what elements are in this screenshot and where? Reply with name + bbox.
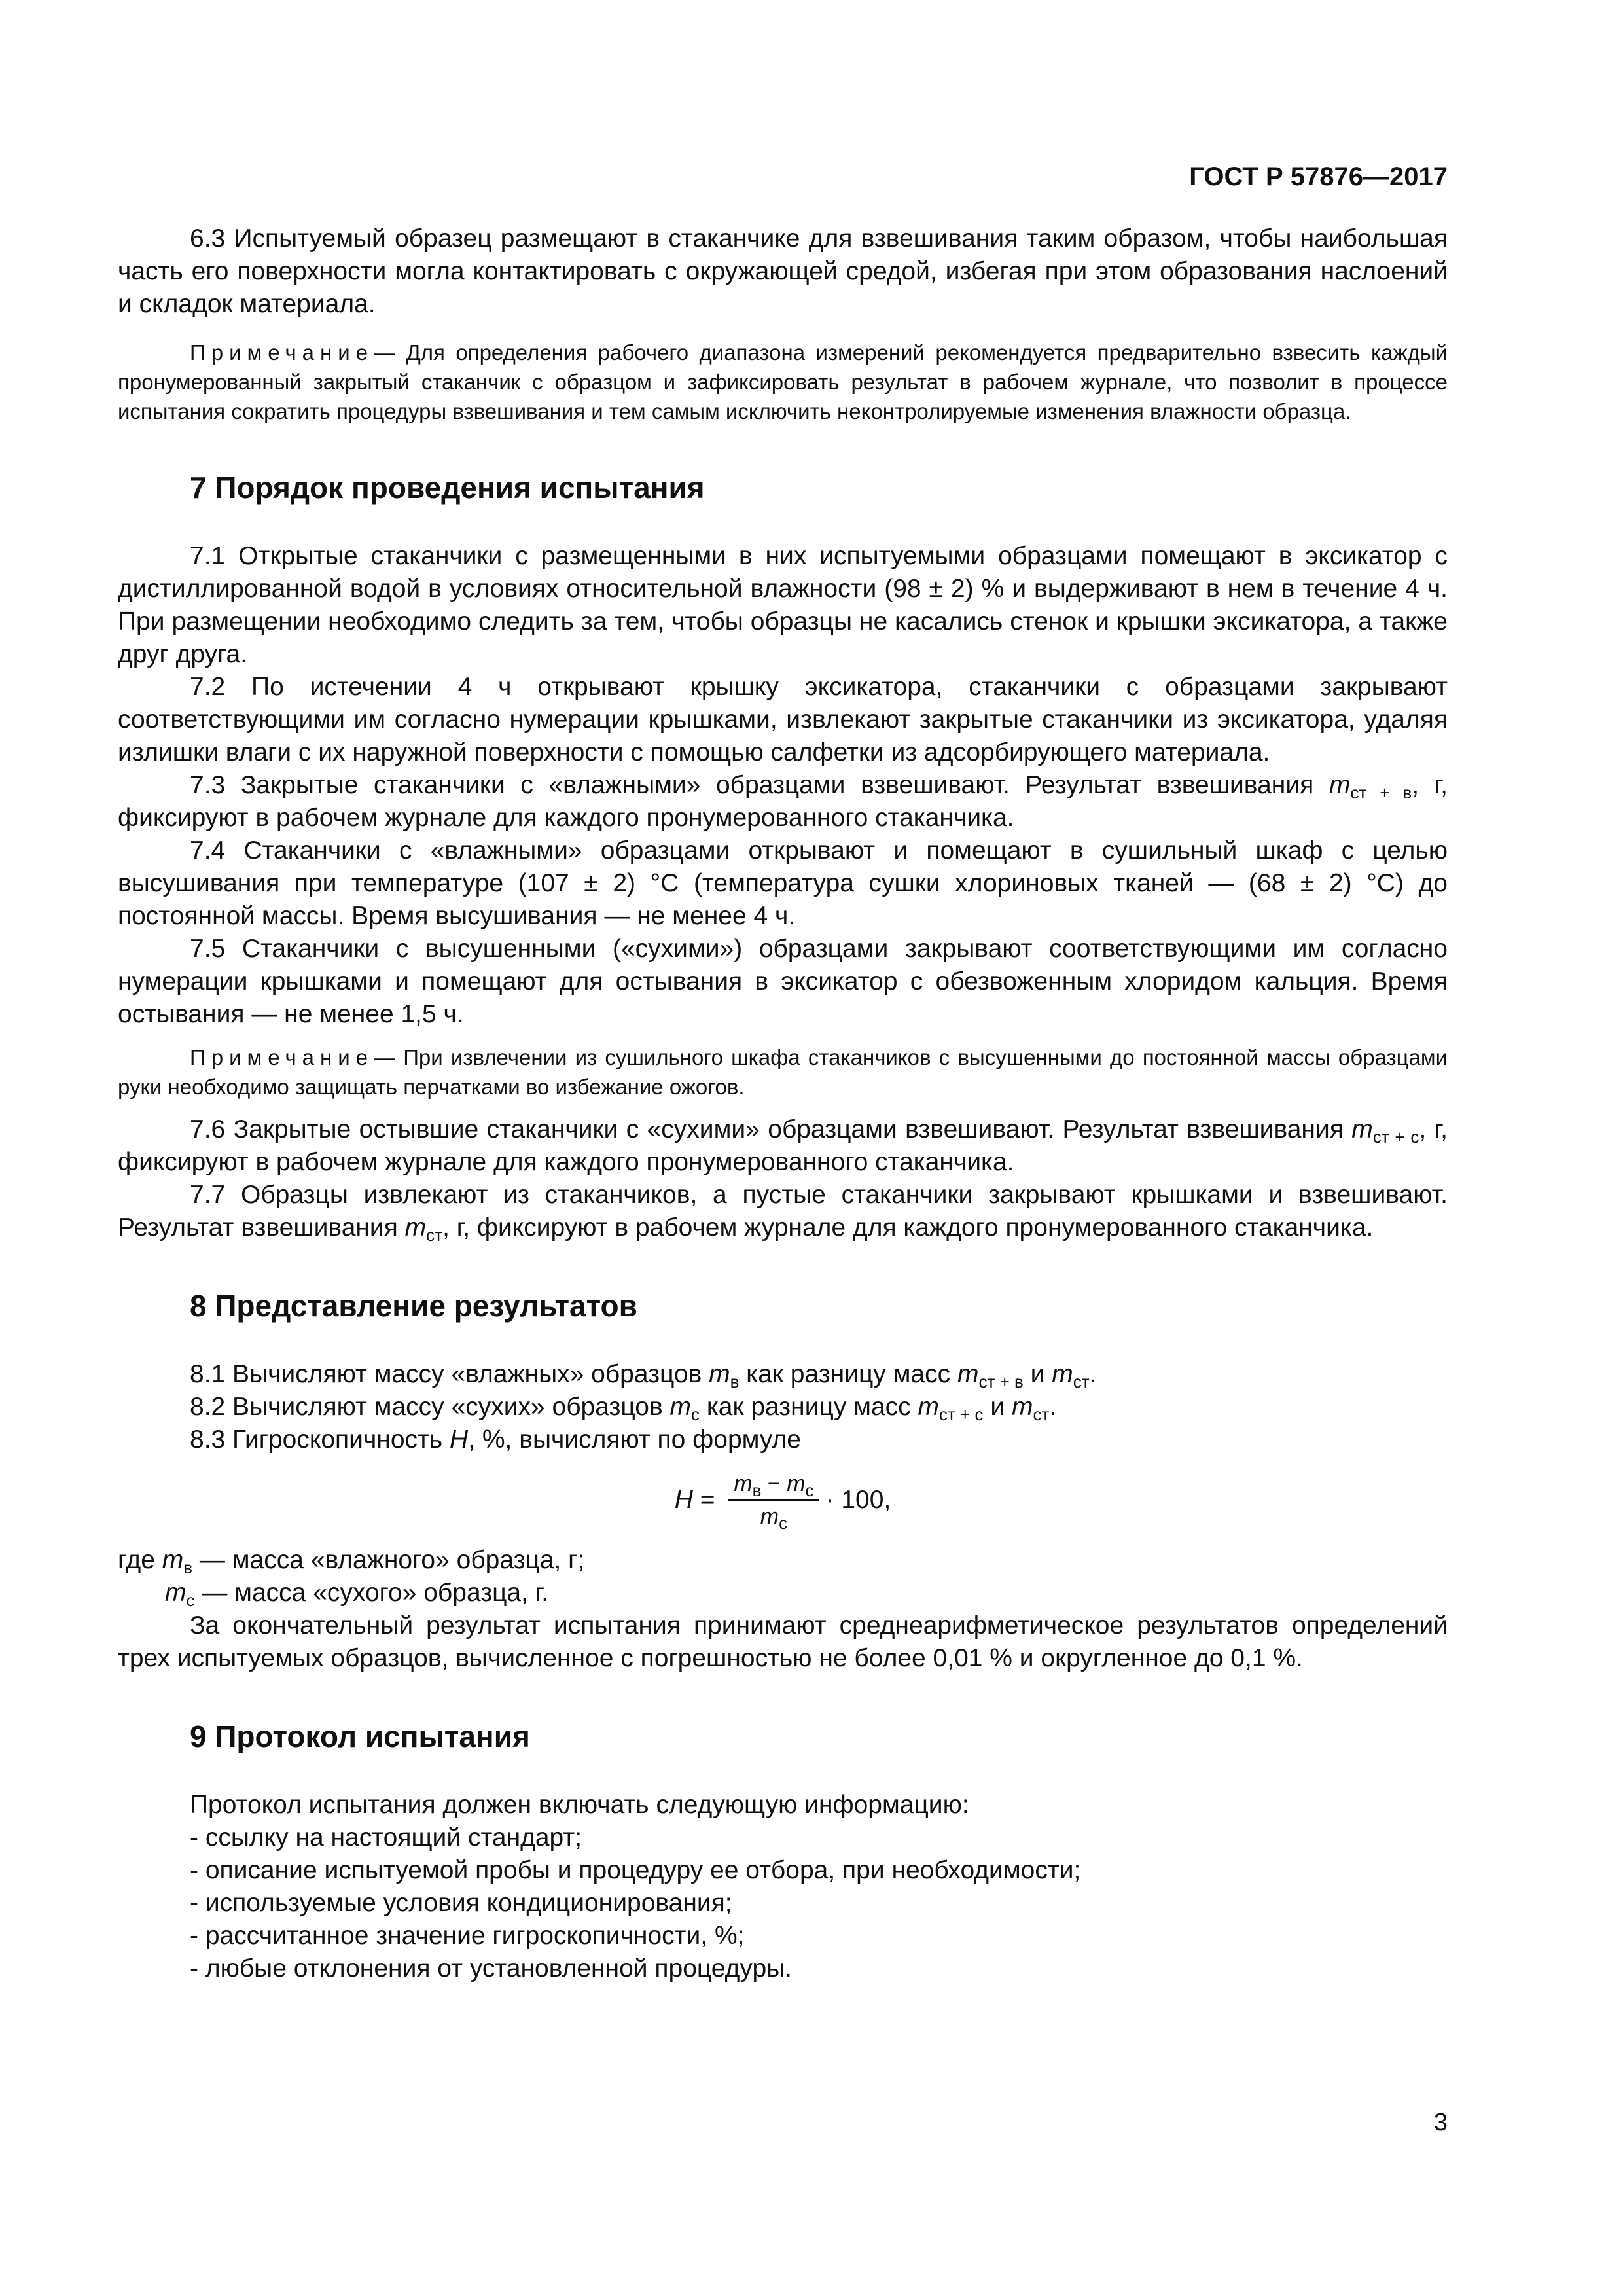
hygroscopicity-formula xyxy=(118,1469,1448,1531)
clause-8-1: 8.1 Вычисляют массу «влажных» образцов $m_в$ как разницу масс $m_{ст + в}$ и $m_{ст}$. xyxy=(190,1360,1097,1391)
clause-8-3: 8.3 Гигроскопичность H, %, вычисляют по формуле xyxy=(190,1426,801,1454)
formula-numerator: $m_в - m_с$ xyxy=(728,1469,819,1501)
where-line-1: где $m_в$ — масса «влажного» образца, г; xyxy=(118,1546,585,1577)
protocol-item: - рассчитанное значение гигроскопичности, %; xyxy=(190,1922,745,1950)
protocol-item: - используемые условия кондиционирования; xyxy=(190,1889,732,1917)
note-text: — Для определения рабочего диапазона измерений рекомендуется предварительно взвесить каждый пронумерованный закрытый стаканчик с образцом и зафиксировать результат в рабочем журнале, что позволит в процессе испытания сократить процедуры взвешивания и тем самым исключить неконтролируемые изменения влажности образца. xyxy=(118,340,1448,423)
where-line-2: $m_с$ — масса «сухого» образца, г. xyxy=(165,1579,549,1610)
protocol-intro: Протокол испытания должен включать следующую информацию: xyxy=(190,1791,969,1819)
clause-7-6: 7.6 Закрытые остывшие стаканчики с «сухими» образцами взвешивают. Результат взвешивания $m_{ст + с}$, г, фиксируют в рабочем журнале для каждого пронумерованного стаканчика. xyxy=(118,1115,1448,1176)
clause-7-2: 7.2 По истечении 4 ч открывают крышку эксикатора, стаканчики с образцами закрывают соответствующими им согласно нумерации крышками, извлекают закрытые стаканчики из эксикатора, удаляя излишки влаги с их наружной поверхности с помощью салфетки из адсорбирующего материала. xyxy=(118,673,1448,766)
protocol-item: - ссылку на настоящий стандарт; xyxy=(190,1823,582,1852)
section-9-title: 9 Протокол испытания xyxy=(190,1719,530,1753)
section-8-title: 8 Представление результатов xyxy=(190,1289,637,1323)
clause-7-4: 7.4 Стаканчики с «влажными» образцами открывают и помещают в сушильный шкаф с целью высушивания при температуре (107 ± 2) °С (температура сушки хлориновых тканей — (68 ± 2) °С) до постоянной массы. Время высушивания — не менее 4 ч. xyxy=(118,836,1448,930)
formula-denominator: $m_с$ xyxy=(760,1504,788,1533)
protocol-item: - описание испытуемой пробы и процедуру ее отбора, при необходимости; xyxy=(190,1856,1081,1884)
clause-7-5: 7.5 Стаканчики с высушенными («сухими») образцами закрывают соответствующими им согласно нумерации крышками и помещают для остывания в эксикатор с обезвоженным хлоридом кальция. Время остывания — не менее 1,5 ч. xyxy=(118,935,1448,1028)
note-label: Примечание xyxy=(190,340,374,365)
page-number: 3 xyxy=(1433,2109,1448,2136)
note-label: Примечание xyxy=(190,1045,374,1069)
clause-7-1: 7.1 Открытые стаканчики с размещенными в них испытуемыми образцами помещают в эксикатор с дистиллированной водой в условиях относительной влажности (98 ± 2) % и выдерживают в нем в течение 4 ч. При размещении необходимо следить за тем, чтобы образцы не касались стенок и крышки эксикатора, а также друг друга. xyxy=(118,542,1448,668)
clause-8-2: 8.2 Вычисляют массу «сухих» образцов $m_с$ как разницу масс $m_{ст + с}$ и $m_{ст}$. xyxy=(190,1393,1057,1424)
final-result-paragraph: За окончательный результат испытания принимают среднеарифметическое результатов определений трех испытуемых образцов, вычисленное с погрешностью не более 0,01 % и округленное до 0,1 %. xyxy=(118,1611,1448,1672)
clause-7-3: 7.3 Закрытые стаканчики с «влажными» образцами взвешивают. Результат взвешивания $m_{ст + в}$, г, фиксируют в рабочем журнале для каждого пронумерованного стаканчика. xyxy=(118,771,1448,832)
note-7-5 xyxy=(118,1043,1448,1102)
clause-7-7: 7.7 Образцы извлекают из стаканчиков, а пустые стаканчики закрывают крышками и взвешивают. Результат взвешивания $m_{ст}$, г, фиксируют в рабочем журнале для каждого пронумерованного стаканчика. xyxy=(118,1181,1448,1245)
note-text: — При извлечении из сушильного шкафа стаканчиков с высушенными до постоянной массы образцами руки необходимо защищать перчатками во избежание ожогов. xyxy=(118,1045,1448,1099)
protocol-item: - любые отклонения от установленной процедуры. xyxy=(190,1954,793,1982)
standard-code-header: ГОСТ Р 57876—2017 xyxy=(1189,162,1448,191)
formula-lhs: H xyxy=(674,1486,693,1514)
section-7-title: 7 Порядок проведения испытания xyxy=(190,471,705,505)
document-page xyxy=(118,0,1448,2296)
formula-tail: · 100, xyxy=(825,1486,891,1514)
page-content xyxy=(118,223,1448,1985)
note-6-3 xyxy=(118,338,1448,426)
formula-fraction xyxy=(728,1469,819,1531)
clause-6-3: 6.3 Испытуемый образец размещают в стаканчике для взвешивания таким образом, чтобы наибольшая часть его поверхности могла контактировать с окружающей средой, избегая при этом образования наслоений и складок материала. xyxy=(118,224,1448,318)
formula-equals: = xyxy=(692,1486,722,1514)
